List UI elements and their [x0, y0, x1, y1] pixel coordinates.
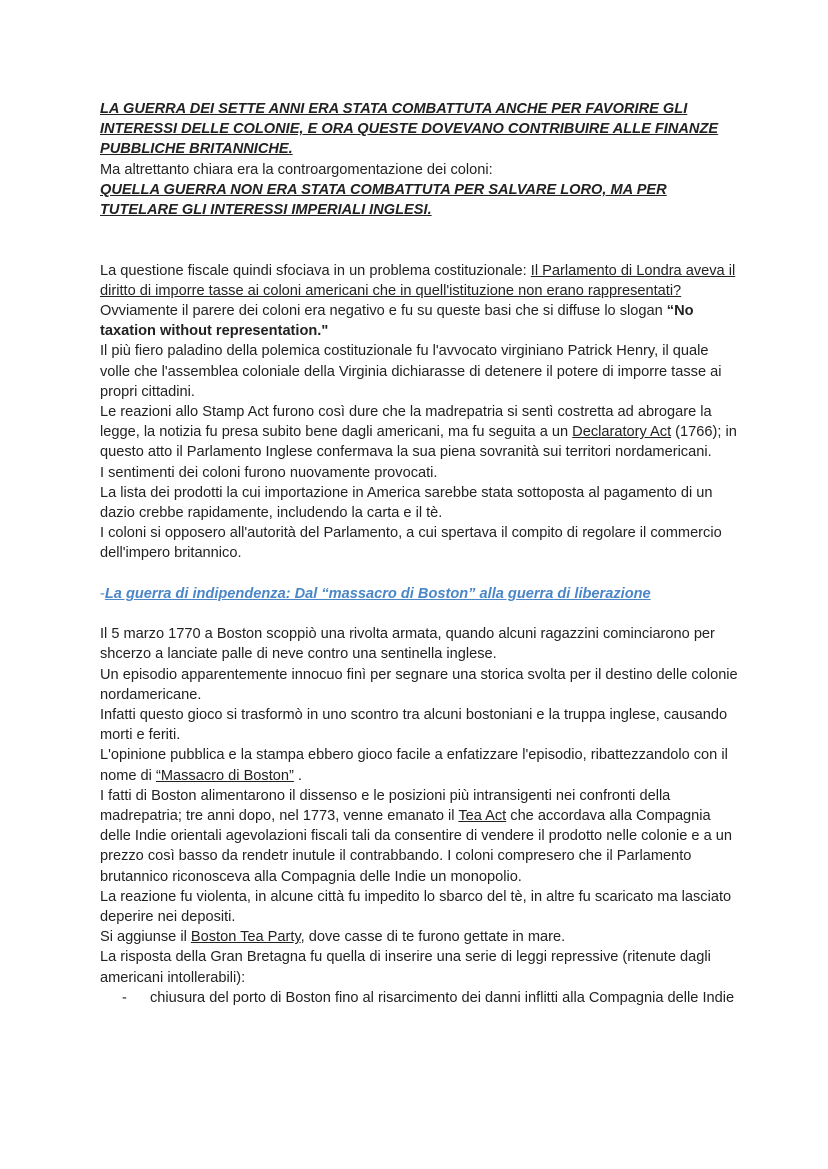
fiscal-question-underlined: Il Parlamento di Londra aveva il diritto di imporre tasse ai coloni americani che in quell'istituzione non erano rappresentati? [100, 262, 736, 299]
section-dash: - [100, 585, 105, 602]
tea-act-link: Tea Act [458, 808, 507, 825]
paragraph-coloni-opposero: I coloni si opposero all'autorità del Parlamento, a cui spertava il compito di regolare il commercio dell'impero britannico. [100, 525, 722, 562]
stamp-text-a: Le reazioni allo Stamp Act furono così dure che la madrepatria si sentì costretta ad abrogare la legge, la notizia fu presa subito bene dagli americani, ma fu seguita a un [100, 404, 712, 441]
paragraph-gioco: Infatti questo gioco si trasformò in uno scontro tra alcuni bostoniani e la truppa inglese, causando morti e feriti. [100, 707, 728, 744]
paragraph-opinione [100, 745, 738, 785]
paragraph-5-marzo: Il 5 marzo 1770 a Boston scoppiò una rivolta armata, quando alcuni ragazzini cominciarono per shcerzo a lanciate palle di neve contro una sentinella inglese. [100, 626, 715, 663]
section-heading [100, 584, 738, 604]
opinione-text-b: . [293, 767, 302, 784]
paragraph-fiscal-question [100, 261, 738, 301]
paragraph-patrick-henry: Il più fiero paladino della polemica costituzionale fu l'avvocato virginiano Patrick Henry, il quale volle che l'assemblea coloniale della Virginia dichiarasse di detenere il potere di imporre tasse ai propri cittadini. [100, 343, 722, 400]
paragraph-sentimenti: I sentimenti dei coloni furono nuovamente provocati. [100, 464, 438, 481]
paragraph-episodio: Un episodio apparentemente innocuo finì per segnare una storica svolta per il destino delle colonie nordamericane. [100, 666, 738, 703]
fiscal-text: La questione fiscale quindi sfociava in un problema costituzionale: [100, 262, 531, 279]
opinione-text-a: L'opinione pubblica e la stampa ebbero gioco facile a enfatizzare l'episodio, ribattezzandolo con il nome di [100, 747, 728, 784]
paragraph-fatti-boston [100, 786, 738, 887]
paragraph-tea-party [100, 927, 738, 947]
list-bullet: - [122, 989, 127, 1006]
slogan-text: Ovviamente il parere dei coloni era negativo e fu su queste basi che si diffuse lo slogan [100, 303, 667, 319]
fatti-text-b: che accordava alla Compagnia delle Indie orientali agevolazioni fiscali tali da consentire di vendere il prodotto nelle colonie e a un prezzo così basso da rendetr inutule il contrabbando. I coloni compresero che il Parlamento brutannico riconosceva alla Compagnia delle Indie un monopolio. [100, 808, 732, 885]
blank-line [100, 604, 738, 624]
paragraph-reazione: La reazione fu violenta, in alcune città fu impedito lo sbarco del tè, in altre fu scaricato ma lasciato deperire nei depositi. [100, 888, 732, 926]
blank-line [100, 220, 738, 240]
intro-line: Ma altrettanto chiara era la controargomentazione dei coloni: [100, 161, 493, 178]
paragraph-risposta: La risposta della Gran Bretagna fu quella di inserire una serie di leggi repressive (ritenute dagli americani intollerabili): [100, 949, 711, 986]
stamp-text-b: (1766); in questo atto il Parlamento Inglese confermava la sua piena sovranità sui territori nordamericani. [100, 424, 737, 461]
repressive-laws-list [100, 988, 738, 1008]
list-item-text: chiusura del porto di Boston fino al risarcimento dei danni inflitti alla Compagnia delle Indie [150, 989, 735, 1006]
paragraph-slogan [100, 301, 738, 341]
party-text-a: Si aggiunse il [100, 929, 191, 946]
boston-tea-party-link: Boston Tea Party [190, 929, 301, 946]
slogan-bold: “No taxation without representation." [100, 303, 694, 340]
fatti-text-a: I fatti di Boston alimentarono il dissenso e le posizioni più intransigenti nei confronti della madrepatria; tre anni dopo, nel 1773, venne emanato il [100, 787, 671, 825]
counter-bold-statement: QUELLA GUERRA NON ERA STATA COMBATTUTA PER SALVARE LORO, MA PER TUTELARE GLI INTERESSI IMPERIALI INGLESI. [100, 181, 667, 219]
blank-line [100, 240, 738, 260]
blank-line [100, 564, 738, 584]
paragraph-lista-prodotti: La lista dei prodotti la cui importazione in America sarebbe stata sottoposta al pagamento di un dazio crebbe rapidamente, includendo la carta e il tè. [100, 484, 713, 522]
section-title-link[interactable]: La guerra di indipendenza: Dal “massacro di Boston” alla guerra di liberazione [104, 585, 651, 602]
party-text-b: , dove casse di te furono gettate in mare. [300, 929, 566, 946]
paragraph-stamp-act [100, 402, 738, 463]
declaratory-act-link: Declaratory Act [572, 424, 672, 441]
massacro-boston-link: “Massacro di Boston” [155, 767, 294, 784]
intro-bold-statement: LA GUERRA DEI SETTE ANNI ERA STATA COMBATTUTA ANCHE PER FAVORIRE GLI INTERESSI DELLE COLONIE, E ORA QUESTE DOVEVANO CONTRIBUIRE ALLE FINANZE PUBBLICHE BRITANNICHE. [100, 101, 719, 158]
list-item [100, 988, 738, 1008]
